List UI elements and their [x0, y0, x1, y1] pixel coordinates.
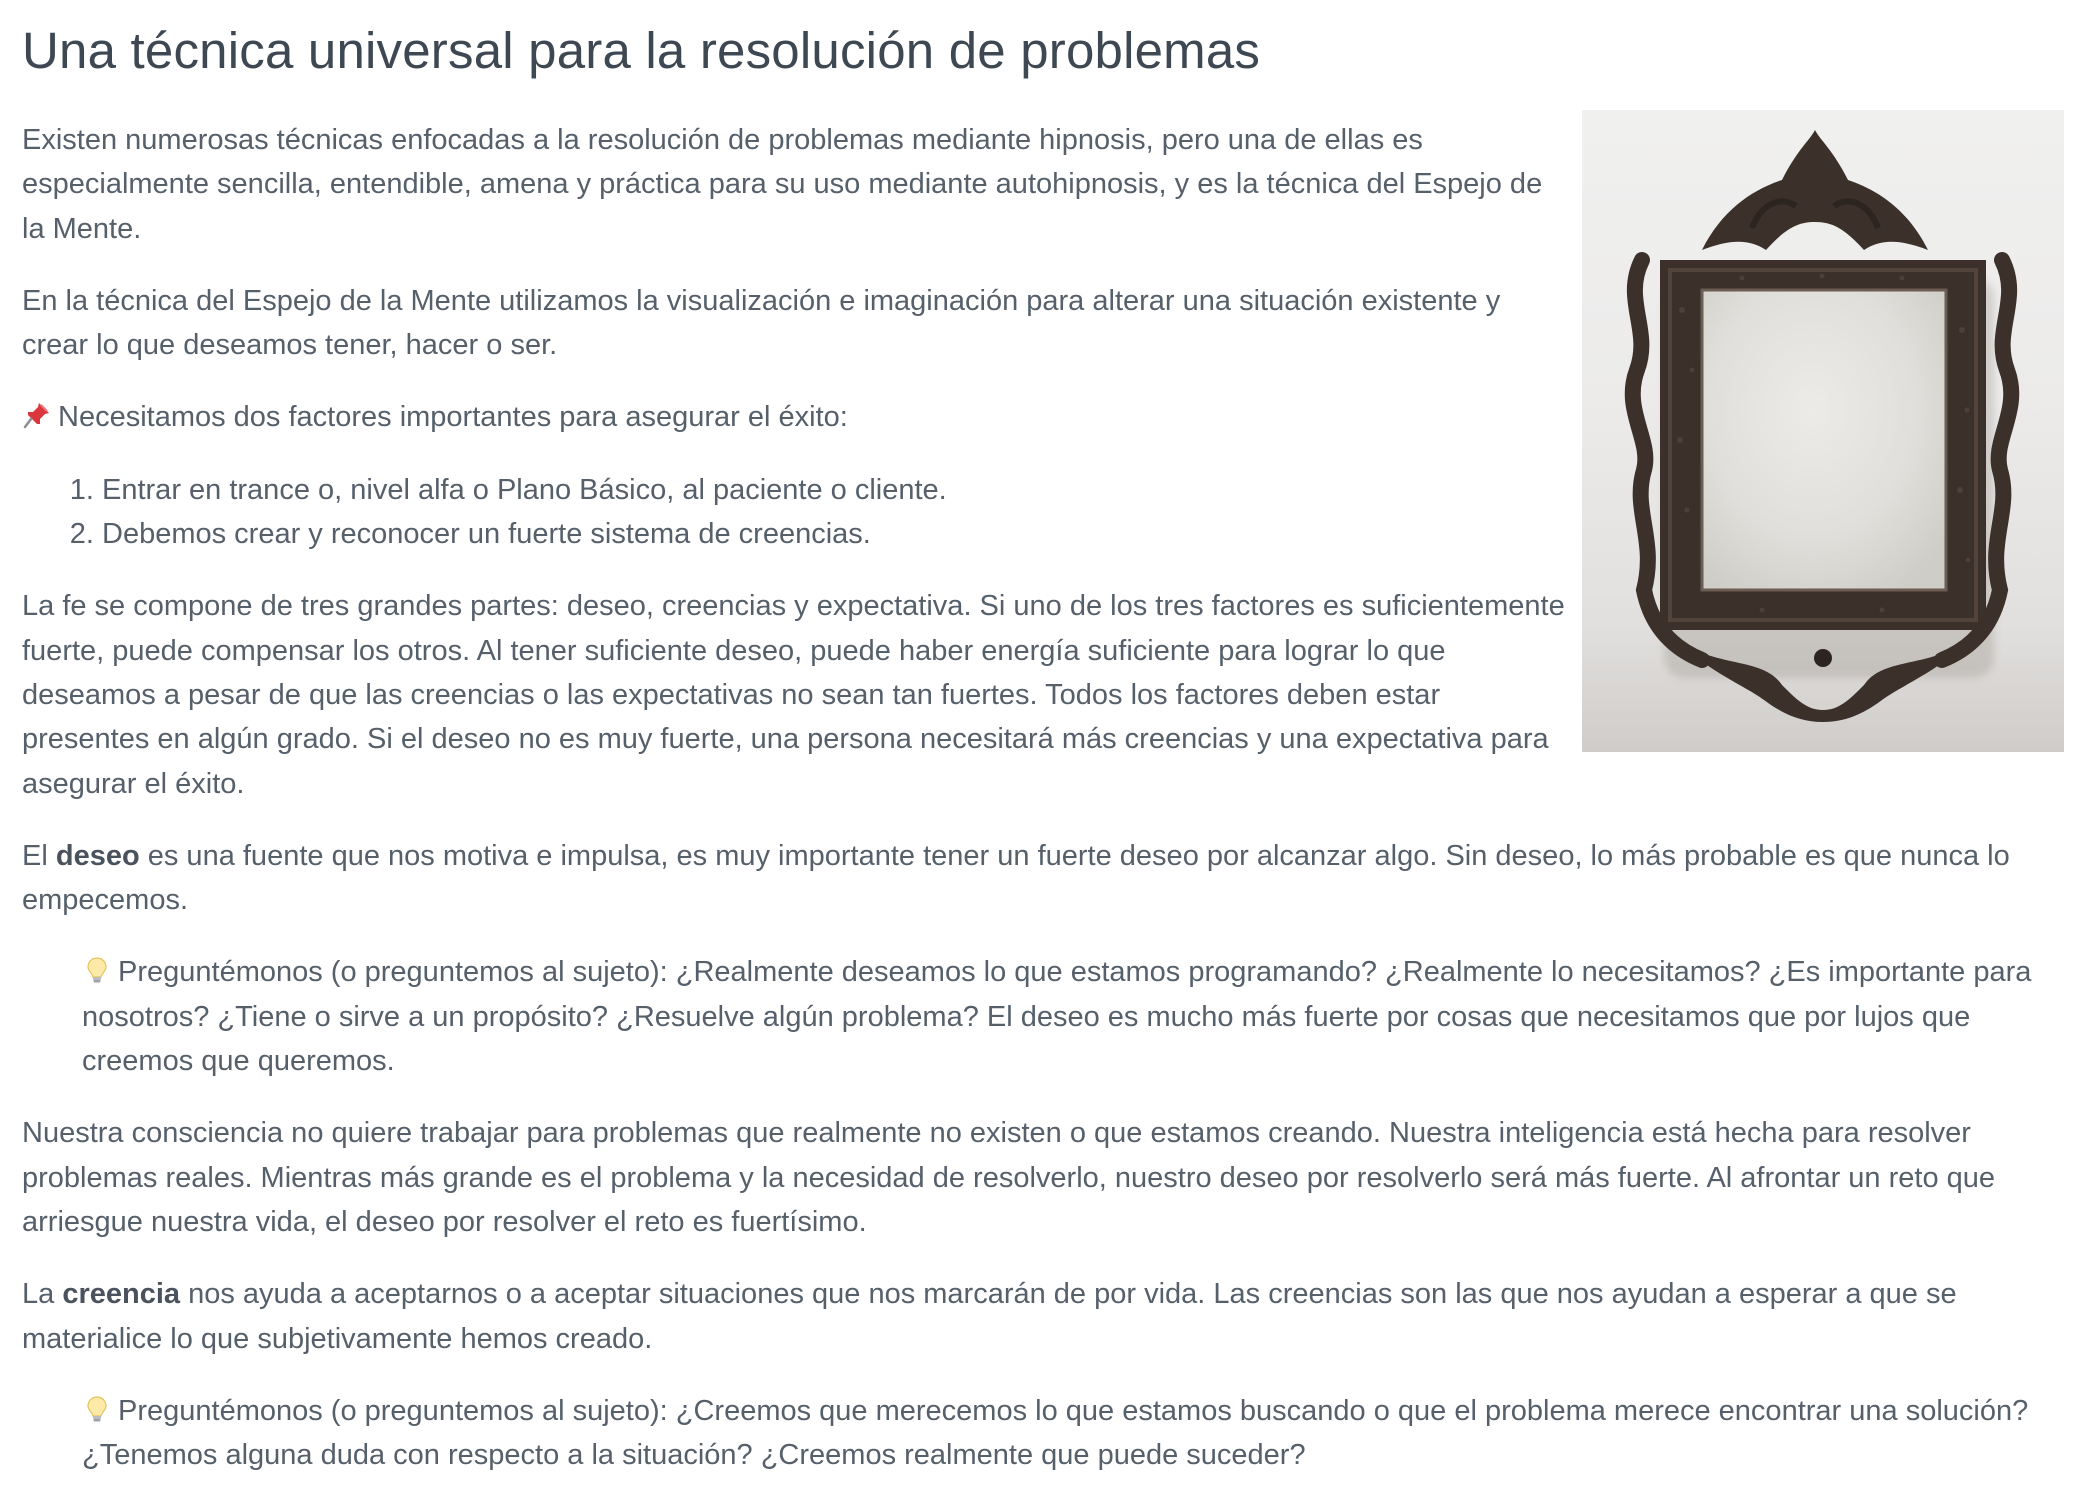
lightbulb-icon: [82, 955, 112, 985]
desire-prefix: El: [22, 839, 48, 872]
faith-paragraph: La fe se compone de tres grandes partes: deseo, creencias y expectativa. Si uno de los tres factores es suficientemente fuerte, puede compensar los otros. Al tener suficiente deseo, puede haber energía suficiente para lograr lo que deseamos a pesar de que las creencias o las expectativas no sean tan fuertes. Todos los factores deben estar presentes en algún grado. Si el deseo no es muy fuerte, una persona necesitará más creencias y una expectativa para asegurar el éxito.: [22, 590, 1565, 800]
page-title: Una técnica universal para la resolución de problemas: [22, 22, 1261, 79]
mirror-image: [1582, 110, 2064, 752]
belief-keyword: creencia: [62, 1278, 181, 1311]
desire-tip-text: Preguntémonos (o preguntemos al sujeto): ¿Realmente deseamos lo que estamos programando? ¿Realmente lo necesitamos? ¿Es importante para nosotros? ¿Tiene o sirve a un propósito? ¿Resuelve algún problema? El deseo es mucho más fuerte por cosas que necesitamos que por lujos que creemos que queremos.: [82, 956, 2032, 1078]
desire-paragraph: [22, 834, 2064, 923]
factors-heading-text: Necesitamos dos factores importantes para asegurar el éxito:: [58, 401, 848, 434]
belief-paragraph: [22, 1272, 2064, 1361]
desire-keyword: deseo: [55, 839, 140, 872]
desire-tip: [82, 950, 2064, 1083]
consciousness-paragraph: Nuestra consciencia no quiere trabajar para problemas que realmente no existen o que estamos creando. Nuestra inteligencia está hecha para resolver problemas reales. Mientras más grande es el problema y la necesidad de resolverlo, nuestro deseo por resolverlo será más fuerte. Al afrontar un reto que arriesgue nuestra vida, el deseo por resolver el reto es fuertísimo.: [22, 1117, 1996, 1238]
mirror-illustration: [1582, 110, 2064, 752]
pushpin-icon: [22, 400, 52, 430]
lightbulb-icon: [82, 1394, 112, 1424]
belief-text: nos ayuda a aceptarnos o a aceptar situaciones que nos marcarán de por vida. Las creencias son las que nos ayudan a esperar a que se materialice lo que subjetivamente hemos creado.: [22, 1278, 1957, 1355]
desire-text: es una fuente que nos motiva e impulsa, es muy importante tener un fuerte deseo por alcanzar algo. Sin deseo, lo más probable es que nunca lo empecemos.: [22, 839, 2010, 917]
list-item: 1. Entrar en trance o, nivel alfa o Plano Básico, al paciente o cliente.: [102, 468, 2064, 512]
belief-prefix: La: [22, 1278, 55, 1311]
intro-paragraph-1: Existen numerosas técnicas enfocadas a la resolución de problemas mediante hipnosis, pero una de ellas es especialmente sencilla, entendible, amena y práctica para su uso mediante autohipnosis, y es la técnica del Espejo de la Mente.: [22, 124, 1543, 245]
intro-paragraph-2: En la técnica del Espejo de la Mente utilizamos la visualización e imaginación para alterar una situación existente y crear lo que deseamos tener, hacer o ser.: [22, 284, 1501, 362]
belief-tip: [82, 1389, 2064, 1478]
list-item: 2. Debemos crear y reconocer un fuerte sistema de creencias.: [102, 512, 2064, 556]
belief-tip-text: Preguntémonos (o preguntemos al sujeto): ¿Creemos que merecemos lo que estamos buscando o que el problema merece encontrar una solución? ¿Tenemos alguna duda con respecto a la situación? ¿Creemos realmente que puede suceder?: [82, 1394, 2029, 1472]
